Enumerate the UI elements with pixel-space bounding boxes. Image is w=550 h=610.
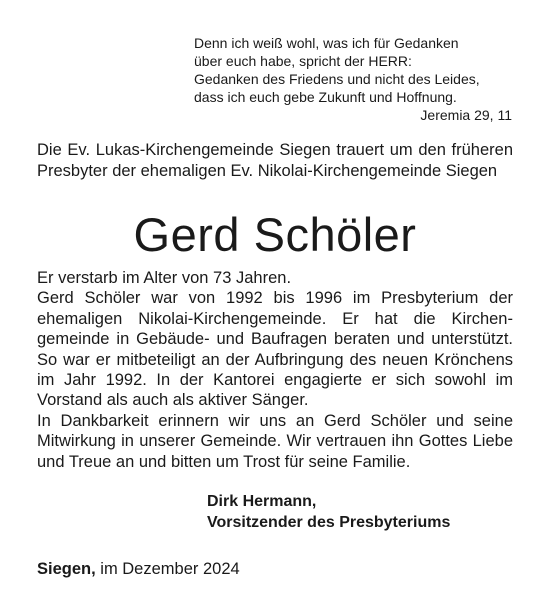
deceased-name: Gerd Schöler — [133, 208, 417, 261]
signatory-title: Vorsitzender des Presbyteriums — [207, 513, 451, 531]
verse-reference: Jeremia 29, 11 — [420, 107, 512, 123]
paragraph-gratitude: In Dankbarkeit erinnern wir uns an Gerd Schöler und seine Mitwirkung in unserer Gemeinde. Wir vertrauen ihn Gottes Liebe und Treue an und bitten um Trost für seine Familie. — [37, 411, 513, 471]
date: im Dezember 2024 — [95, 560, 240, 578]
paragraph-age: Er verstarb im Alter von 73 Jahren. — [37, 269, 292, 287]
verse-line: dass ich euch gebe Zukunft und Hoffnung. — [194, 89, 457, 105]
bible-verse — [194, 34, 512, 124]
verse-line: über euch habe, spricht der HERR: — [194, 53, 412, 69]
place: Siegen, — [37, 560, 96, 578]
signatory-name: Dirk Hermann, — [207, 493, 317, 510]
place-date-line — [37, 559, 240, 579]
intro-text: Die Ev. Lukas-Kirchengemeinde Siegen trauert um den früheren Presbyter der ehemaligen Ev. Nikolai-Kirchengemeinde Siegen — [37, 141, 513, 180]
signature-block — [207, 492, 450, 533]
obituary-body — [37, 268, 513, 472]
paragraph-biography: Gerd Schöler war von 1992 bis 1996 im Presbyterium der ehemaligen Nikolai-Kirchengemeinde. Er hat die Kirchengemeinde in Gebäude- und Baufragen beraten und unterstützt. So war er mitbeteiligt an der Aufbringung des neuen Krönchens im Jahr 1992. In der Kantorei engagierte er sich sowohl im Vorstand als auch als aktiver Sänger. — [37, 289, 513, 410]
verse-line: Gedanken des Friedens und nicht des Leides, — [194, 71, 480, 87]
verse-line: Denn ich weiß wohl, was ich für Gedanken — [194, 35, 459, 51]
